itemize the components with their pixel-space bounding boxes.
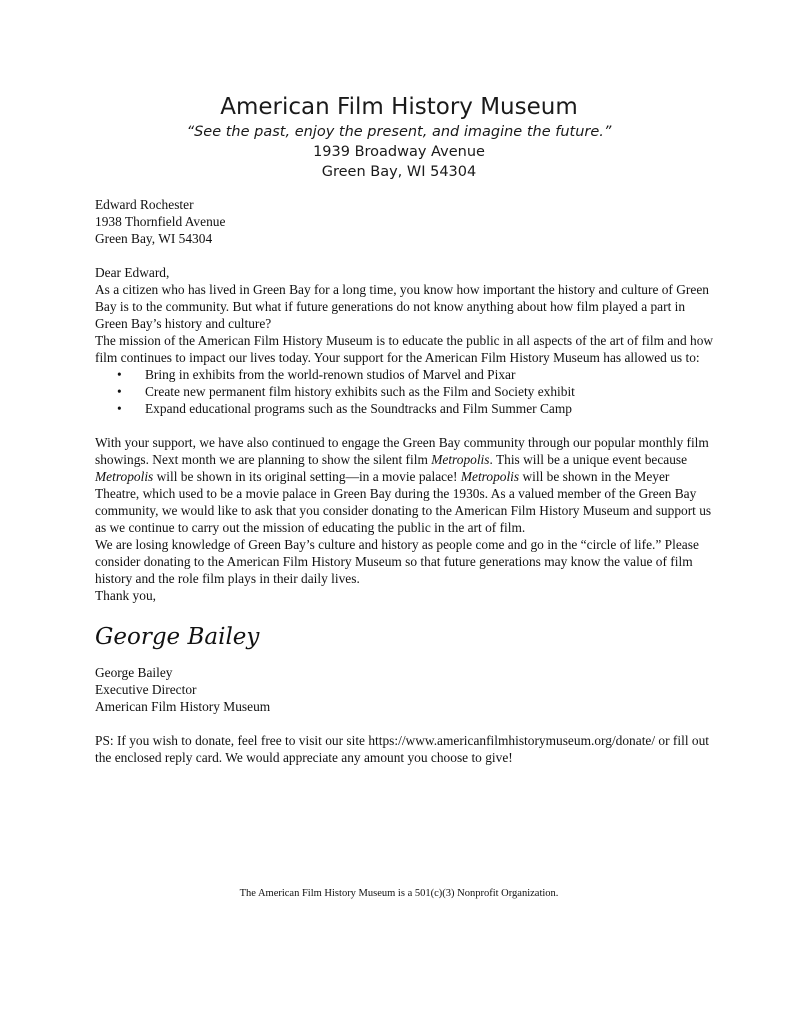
list-item-text: Create new permanent film history exhibits such as the Film and Society exhibit [145, 384, 575, 399]
paragraph-appeal: We are losing knowledge of Green Bay’s culture and history as people come and go in the “circle of life.” Please consider donating to the American Film History Museum so that future generations may know the value of film history and the role film plays in their daily lives. [95, 537, 699, 586]
letterhead [0, 92, 798, 182]
sender-name: George Bailey [95, 665, 173, 680]
recipient-name: Edward Rochester [95, 197, 194, 212]
list-item [117, 383, 715, 400]
salutation: Dear Edward, [95, 265, 170, 280]
paragraph-support [95, 434, 715, 536]
signature-image [95, 612, 295, 658]
list-item [117, 366, 715, 383]
paragraph-support-text-4: will be shown in the Meyer Theatre, which used to be a movie palace in Green Bay during the 1930s. As a valued member of the Green Bay community, we would like to ask that you consider donating to the American Film History Museum and support us as we continue to carry out the mission of educating the public in the art of film. [95, 469, 712, 535]
signature-text: George Bailey [95, 624, 260, 650]
letter-body [95, 196, 715, 766]
postscript: PS: If you wish to donate, feel free to visit our site https://www.americanfilmhistorymuseum.org/donate/ or fill out the enclosed reply card. We would appreciate any amount you choose to give! [95, 733, 710, 765]
museum-name: American Film History Museum [220, 94, 578, 120]
recipient-street: 1938 Thornfield Avenue [95, 214, 226, 229]
achievements-list [95, 366, 715, 417]
paragraph-support-text-2: . This will be a unique event because [489, 452, 688, 467]
recipient-city: Green Bay, WI 54304 [95, 231, 213, 246]
list-item-text: Expand educational programs such as the Soundtracks and Film Summer Camp [145, 401, 572, 416]
closing: Thank you, [95, 588, 156, 603]
museum-street: 1939 Broadway Avenue [313, 144, 485, 160]
handwritten-signature [95, 612, 715, 658]
list-item-text: Bring in exhibits from the world-renown studios of Marvel and Pixar [145, 367, 516, 382]
bullet-icon: • [117, 384, 122, 399]
sender-block [95, 664, 715, 715]
list-item [117, 400, 715, 417]
film-title: Metropolis [95, 469, 154, 484]
museum-motto: “See the past, enjoy the present, and imagine the future.” [186, 124, 612, 140]
bullet-icon: • [117, 401, 122, 416]
film-title: Metropolis [460, 469, 520, 484]
paragraph-support-text-3: will be shown in its original setting—in a movie palace! [153, 469, 461, 484]
museum-city: Green Bay, WI 54304 [321, 164, 477, 180]
paragraph-mission: The mission of the American Film History Museum is to educate the public in all aspects of the art of film and how film continues to impact our lives today. Your support for the American Film History Museum has allowed us to: [95, 333, 714, 365]
paragraph-intro: As a citizen who has lived in Green Bay for a long time, you know how important the history and culture of Green Bay is to the community. But what if future generations do not know anything about how film played a part in Green Bay’s history and culture? [95, 282, 709, 331]
recipient-address [95, 196, 715, 247]
bullet-icon: • [117, 367, 122, 382]
paragraph-support-text-1: With your support, we have also continued to engage the Green Bay community through our popular monthly film showings. Next month we are planning to show the silent film [95, 435, 709, 467]
footer-note: The American Film History Museum is a 501(c)(3) Nonprofit Organization. [239, 888, 559, 899]
sender-organization: American Film History Museum [95, 699, 271, 714]
sender-title: Executive Director [95, 682, 197, 697]
film-title: Metropolis [431, 452, 490, 467]
